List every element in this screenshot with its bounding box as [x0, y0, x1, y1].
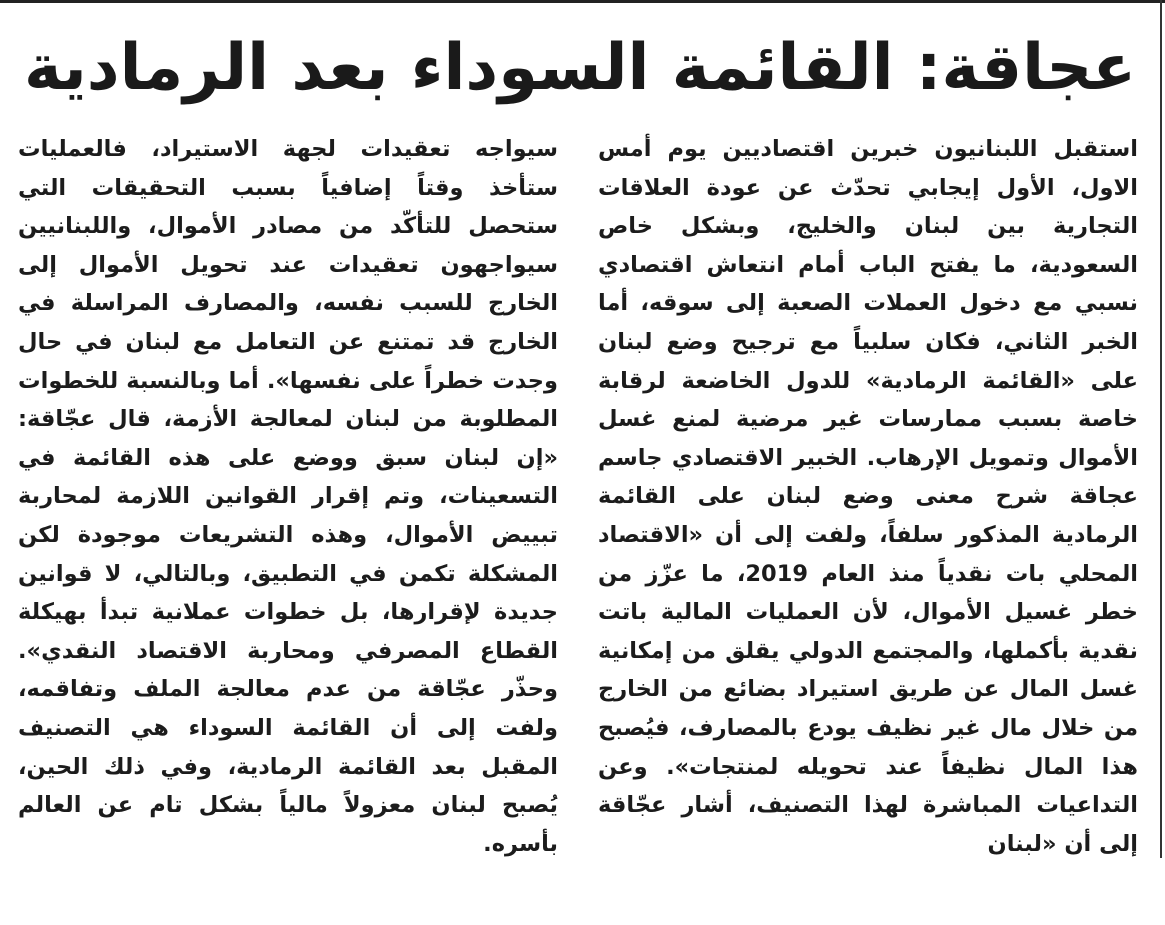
- article-paragraph: استقبل اللبنانيون خبرين اقتصاديين يوم أمس الاول، الأول إيجابي تحدّث عن عودة العلاقات التجارية بين لبنان والخليج، وبشكل خاص السعودية، ما يفتح الباب أمام انتعاش اقتصادي نسبي مع دخول العملات الصعبة إلى سوقه، أما الخبر الثاني، فكان سلبياً مع ترجيح وضع لبنان على «القائمة الرمادية» للدول الخاضعة لرقابة خاصة بسبب ممارسات غير مرضية لمنع غسل الأموال وتمويل الإرهاب. الخبير الاقتصادي جاسم عجاقة شرح معنى وضع لبنان على القائمة الرمادية المذكور سلفاً، ولفت إلى أن «الاقتصاد المحلي بات نقدياً منذ العام 2019، ما عزّز من خطر غسيل الأموال، لأن العمليات المالية باتت نقدية بأكملها، والمجتمع الدولي يقلق من إمكانية غسل المال عن طريق استيراد بضائع من الخارج من خلال مال غير نظيف يودع بالمصارف، فيُصبح هذا المال نظيفاً عند تحويله لمنتجات». وعن التداعيات المباشرة لهذا التصنيف، أشار عجّاقة إلى أن «لبنان: [598, 136, 1138, 857]
- article-column-right: [598, 130, 1138, 870]
- article-paragraph: سيواجه تعقيدات لجهة الاستيراد، فالعمليات ستأخذ وقتاً إضافياً بسبب التحقيقات التي ستحصل للتأكّد من مصادر الأموال، واللبنانيين سيواجهون تعقيدات عند تحويل الأموال إلى الخارج للسبب نفسه، والمصارف المراسلة في الخارج قد تمتنع عن التعامل مع لبنان في حال وجدت خطراً على نفسها». أما وبالنسبة للخطوات المطلوبة من لبنان لمعالجة الأزمة، قال عجّاقة: «إن لبنان سبق ووضع على هذه القائمة في التسعينات، وتم إقرار القوانين اللازمة لمحاربة تبييض الأموال، وهذه التشريعات موجودة لكن المشكلة تكمن في التطبيق، وبالتالي، لا قوانين جديدة لإقرارها، بل خطوات عملانية تبدأ بهيكلة القطاع المصرفي ومحاربة الاقتصاد النقدي». وحذّر عجّاقة من عدم معالجة الملف وتفاقمه، ولفت إلى أن القائمة السوداء هي التصنيف المقبل بعد القائمة الرمادية، وفي ذلك الحين، يُصبح لبنان معزولاً مالياً بشكل تام عن العالم بأسره.: [18, 136, 558, 857]
- article-headline: عجاقة: القائمة السوداء بعد الرمادية: [23, 31, 1137, 105]
- article-column-left: [18, 130, 558, 870]
- column-divider: [578, 125, 579, 865]
- right-border-rule: [1160, 0, 1162, 858]
- top-border-rule: [0, 0, 1165, 3]
